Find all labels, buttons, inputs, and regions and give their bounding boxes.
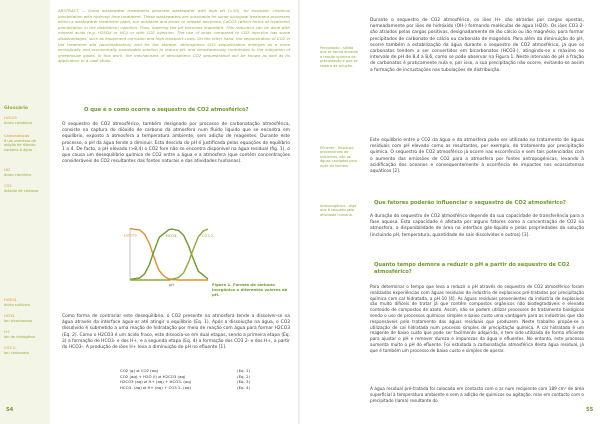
paragraph: A duração do sequestro de CO2 atmosférico depende da sua capacidade de transferência para a fase aquosa. Esta capacidade é afetada por alguns fatores como a concentração de CO2 na atmosfera, a disponibilidade de área na interface gás-líquido e pelas propriedades da solução (incluindo pH, temperatura, quantidade de sais dissolvidos e outros) [3]. [370,214,584,238]
series-label: CO3 2- [202,234,215,239]
series-label: HCO3- [165,234,178,239]
right-page [300,0,600,424]
glossary-def: ácido sulfúrico [4,302,31,307]
paragraph: Para determinar o tempo que leva a reduzir o pH através do sequestro de CO2 atmosférico foram realizadas experiências com águas residuais da indústria de explosivos pré-tratadas por precipitação química com cal hidratada, a pH 10 [4]. As águas residuais provenientes da indústria de explosivos são muito difíceis de tratar já que contêm compostos orgânicos não biodegradáveis e elevado conteúdo de compostos de azoto. Assim, não se podem utilizar processos de tratamento biológicos sendo o uso de processos químicos simples e baixo custo uma vantagem para as indústrias que são responsáveis pelo tratamento das águas residuais que produzem. Neste trabalho propõe-se a utilização de cal hidratada num processo simples de precipitação química. A cal hidratada é um reagente de baixo custo que pode ser facilmente adquirida, e tem sido utilizada de forma eficiente para ajustar o pH e remover dureza e impurezas da água e efluentes. No entanto, este processo aumenta muito o pH do efluente. Foi estudada a carbonatação atmosférica desta água residual, já que é também um processo de baixo custo e simples de operar. [370,284,584,353]
equation-label: (Eq. 2) [237,373,250,379]
figure-caption: Figura 1. Formas de carbono inorgânico a diferentes valores de pH. [212,282,288,297]
series-label: H2CO3 [124,233,137,238]
side-note: Efluente - Resíduos provenientes de indústrias, são as águas causadas pela ação do homem. [320,146,357,168]
glossary-entry [4,184,48,193]
glossary-term: H+ [4,330,10,334]
equation: HCO3- (aq) ⇌ H+ (aq) + CO3 2- (aq) [120,384,191,390]
abstract: ABSTRACT — Some wastewater treatments generate wastewater with high pH (>10), for example: chemical precipitation with hydroxyl lime treatment. These wastewaters are unsuitable for some biological treatment processes within a wastewater treatment plant, nor available and prone to release ammonia. CaCO3 (which forms at treatment precipitation in the distillation) injection. Thus, lowering the pH becomes important. This reduction can be done with mineral acids (e.g. H2SO4 or HCl) or with CO2 injection. The use of acids compared to CO2 injection has some disadvantages, such as equipment corrosion and high transport costs. On the other hand, the sequestration of CO2 in the treatment site (acclimatization) and for the storage. Atmospheric CO2 sequestration emerges as a more ecologically and economically sustainable solution to reduce pH, and simultaneously contributes to the mitigation of greenhouse gases. In this work, the mechanisms of atmospheric CO2 sequestration will be known as well as its application to a case study. [58,8,290,64]
equation-list [120,368,250,390]
side-note: Precipitado - sólido que se forma durante a reação química de precipitação e que se separa da solução. [320,46,358,68]
side-note: Antropogênico - algo que é causado pela atividade humana. [320,204,357,217]
paragraph: A água residual pré-tratada foi colocada em contacto com o ar num recipiente com 189 cm² de área superficial à temperatura ambiente e sem a adição de químicos ou agitação, mas em contacto com o precipitado (lama) resultante do [370,386,584,403]
glossary-def: íon bicarbonato [4,318,33,323]
glossary-entry [4,298,48,307]
section-question: Quanto tempo demora a reduzir o pH a partir do sequestro de CO2 atmosférico? [374,262,570,275]
page-number: 54 [6,407,14,413]
glossary-entry [4,168,48,177]
x-axis-label: pH [169,283,174,287]
carbon-species-chart [118,222,288,312]
glossary-title: Glossário [4,106,29,111]
glossary-term: CO2 [4,184,12,188]
glossary-entry [4,116,48,125]
paragraph: O sequestro de CO2 atmosférico, também designado por processo de carbonatação atmosférica, consiste na captura do dióxido de carbono da atmosfera num fluido líquido que se encontra em equilíbrio, exposto à atmosfera a temperatura ambiente, sem adição de reagentes. Durante este processo, o pH da água tende a diminuir. Esta descida do pH é justificada pelas equações de equilíbrio 1 a 4. De facto, a pH elevado (>8,4) o CO2 fore não se encontra disponível na água residual (fig. 1), o que causa um desequilíbrio químico de CO2 entre a água e a atmosfera (que contém concentrações consideráveis de CO2 resultantes das fontes naturais e das atividades humanas). [62,122,290,165]
equation-row [120,385,250,391]
page-number: 55 [586,407,594,413]
glossary-def: ácido carbônico [4,120,33,125]
glossary-def: é um processo de adição de dióxido carbono à água [4,138,36,152]
glossary-term: HCl [4,168,11,172]
paragraph: Como forma de contrariar este desequilíbrio, o CO2 presente na atmosfera tende a dissolver-se na água através da interface água-ar até atingir o equilíbrio (Eq. 1). Após a dissolução na água, o CO2 dissolvido é submetido a uma reação de hidratação por meio de reação com água para formar H2CO3 (Eq. 2). Como o H2CO3 é um ácido fraco, este dissocia-se em dual etapas, sendo a primeira etapa (Eq. 3) a formação de HCO3- e dos H+, e a segunda etapa (Eq. 4) a formação dos CO3 2- e dos H+, a partir do HCO3-. A produção de íões H+ leva a diminuição do pH no efluente [1]. [62,314,290,351]
glossary-term: H2SO4 [4,298,17,302]
glossary-entry [4,314,48,323]
glossary-def: ácido clorídrico [4,172,32,177]
equation-label: (Eq. 4) [237,384,250,390]
section-question: Que fatores poderão influenciar o sequestro de CO2 atmosférico? [374,200,566,206]
glossary-def: íon de hidrogênio [4,334,36,339]
equation-label: (Eq. 1) [237,368,250,373]
glossary-def: íon carbonato [4,350,29,355]
section-question: O que é o como ocorre o sequestro de CO2 atmosférico? [84,107,249,113]
glossary-term: Carbonatação [4,134,30,138]
glossary-term: H2CO3 [4,116,17,120]
equation: CO2 (g) ⇌ CO2 (aq) [120,368,159,373]
glossary-entry [4,346,48,355]
glossary-entry [4,330,48,339]
paragraph: Durante o sequestro de CO2 atmosférico, os íões H+ são atraídos por cargas opostas, nomeadamente por iões de hidróxido (OH-) formando moléculas de água (H2O). Os iões CO3 2- são atraídos pelas cargas positivas, designadamente de ião cálcio ou ião magnésio, para formar precipitados de carbonato de cálcio ou carbonato de magnésio. Para além da diminuição do pH, ocorre também a estabilização da água durante o sequestro de CO2 atmosférico, já que os carbonatos tendem a ser convertidos em bicarbonatos (HCO3-), atingindo-se o máximo no intervalo de pH de 8,4 a 8,6, como se pode observar na Figura 1. Neste intervalo de pH a fração de carbonatos é praticamente nula e, por isso, a sua precipitação não ocorre, evitando-se assim a formação de incrustações nas tubulações de distribuição. [370,18,584,73]
left-sidebar [0,0,50,424]
equation-label: (Eq. 3) [237,379,250,385]
glossary-term: HCO3- [4,314,16,318]
equation: H2CO3 (aq) ⇌ H+ (aq) + HCO3- (aq) [120,379,192,385]
glossary-entry [4,134,48,152]
glossary-def: dióxido de carbono [4,188,39,193]
paragraph: Este equilíbrio entre o CO2 da água e da atmosfera pode ser utilizado no tratamento de águas residuais com pH elevado como as resultantes, por exemplo, do tratamento por precipitação química. O sequestro de CO2 atmosférico já ocorre nas escorrência e sem tais potenciadas com o aumento das emissões de CO2 para a atmosfera por fontes antropogénicas, levando à acidificação dos oceanos e consequentemente à ocorrência de impactes nos ecossistemas aquáticos [2]. [370,138,584,175]
glossary-term: CO3 2- [4,346,17,350]
equation: CO2 (aq) + H2O (l) ⇌ H2CO3 (aq) [120,373,186,379]
